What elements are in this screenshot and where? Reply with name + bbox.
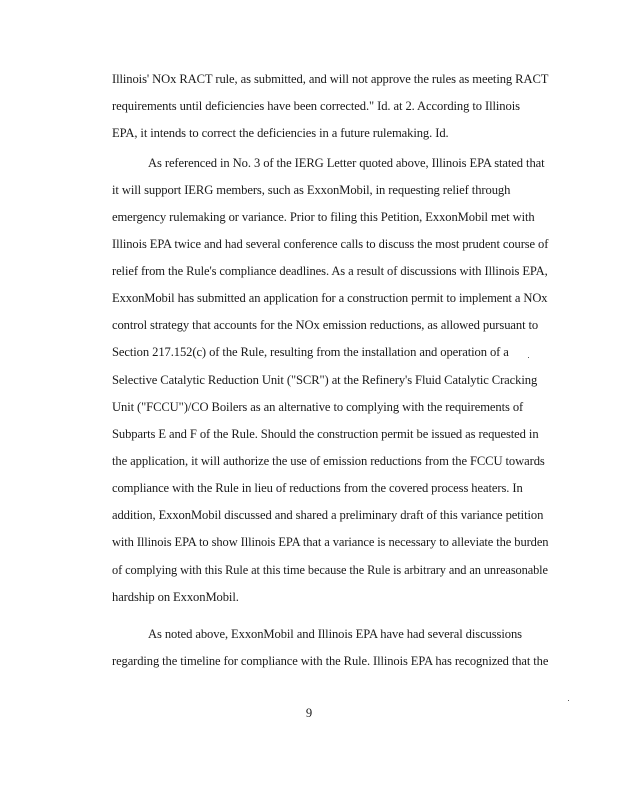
text-line: Subparts E and F of the Rule. Should the construction permit be issued as requested in bbox=[112, 427, 539, 441]
text-line: of complying with this Rule at this time because the Rule is arbitrary and an unreasonable bbox=[112, 563, 548, 577]
text-line: control strategy that accounts for the NOx emission reductions, as allowed pursuant to bbox=[112, 318, 539, 332]
text-line: with Illinois EPA to show Illinois EPA that a variance is necessary to alleviate the burden bbox=[112, 535, 549, 549]
page-number: 9 bbox=[305, 706, 313, 720]
scan-speck bbox=[568, 700, 569, 701]
text-line: regarding the timeline for compliance with the Rule. Illinois EPA has recognized that the bbox=[112, 654, 549, 668]
text-line: ExxonMobil has submitted an application for a construction permit to implement a NOx bbox=[112, 291, 548, 305]
text-line: EPA, it intends to correct the deficiencies in a future rulemaking. Id. bbox=[112, 126, 449, 140]
text-line: emergency rulemaking or variance. Prior to filing this Petition, ExxonMobil met with bbox=[112, 210, 535, 224]
text-line: Unit ("FCCU")/CO Boilers as an alternative to complying with the requirements of bbox=[112, 400, 524, 414]
text-line: addition, ExxonMobil discussed and shared a preliminary draft of this variance petition bbox=[112, 508, 544, 522]
scan-speck bbox=[528, 357, 529, 358]
text-line: hardship on ExxonMobil. bbox=[112, 590, 239, 604]
text-line: Illinois' NOx RACT rule, as submitted, and will not approve the rules as meeting RACT bbox=[112, 72, 549, 86]
paragraph-start: As referenced in No. 3 of the IERG Letter quoted above, Illinois EPA stated that bbox=[148, 156, 545, 170]
text-line: Section 217.152(c) of the Rule, resulting from the installation and operation of a bbox=[112, 345, 509, 359]
paragraph-start: As noted above, ExxonMobil and Illinois EPA have had several discussions bbox=[148, 627, 522, 641]
text-line: Selective Catalytic Reduction Unit ("SCR") at the Refinery's Fluid Catalytic Cracking bbox=[112, 373, 538, 387]
text-line: relief from the Rule's compliance deadlines. As a result of discussions with Illinois EPA, bbox=[112, 264, 548, 278]
text-line: it will support IERG members, such as ExxonMobil, in requesting relief through bbox=[112, 183, 511, 197]
text-line: the application, it will authorize the use of emission reductions from the FCCU towards bbox=[112, 454, 545, 468]
text-line: compliance with the Rule in lieu of reductions from the covered process heaters. In bbox=[112, 481, 523, 495]
text-line: requirements until deficiencies have been corrected." Id. at 2. According to Illinois bbox=[112, 99, 520, 113]
text-line: Illinois EPA twice and had several conference calls to discuss the most prudent course of bbox=[112, 237, 549, 251]
